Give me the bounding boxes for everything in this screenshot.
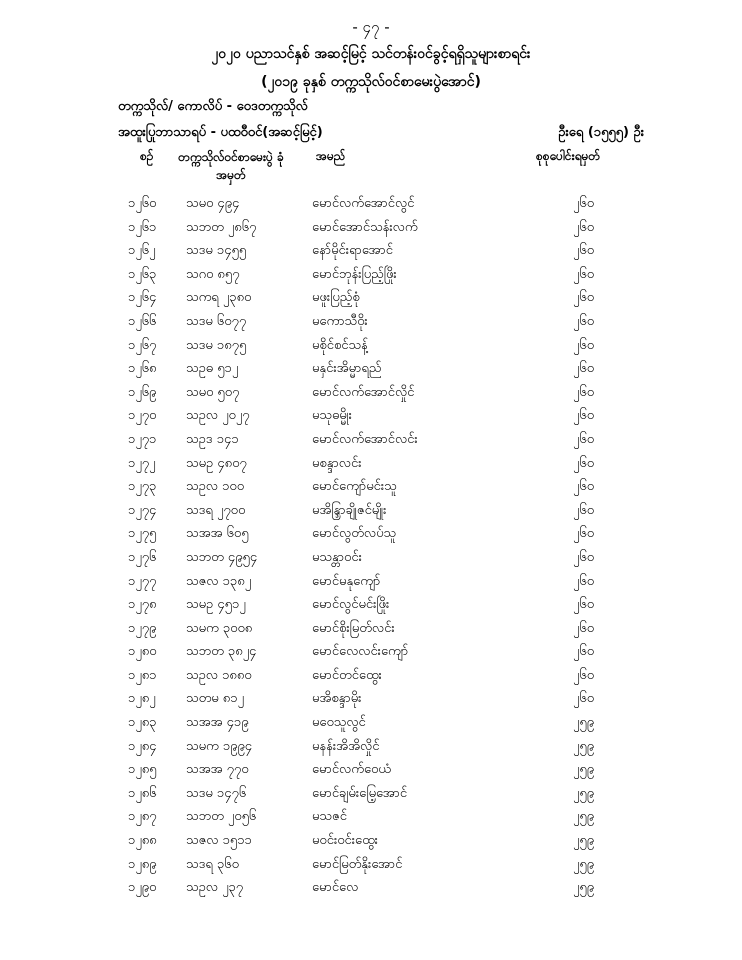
cell-mark: ၂၆၀ (573, 691, 595, 707)
table-row (0, 854, 742, 878)
cell-mark: ၂၆၀ (573, 243, 595, 259)
cell-reg: သဒရ ၂၇၀၀ (186, 502, 246, 518)
table-row (0, 476, 742, 500)
cell-reg: သမဝ ၅၀၇ (186, 384, 240, 400)
cell-no: ၁၂၆၂ (128, 243, 156, 259)
cell-name: မသုဓမ္မိုး (312, 408, 352, 424)
cell-reg: သအအ ၄၁၉ (186, 715, 249, 731)
cell-no: ၁၂၆၄ (128, 290, 157, 306)
cell-mark: ၂၆၀ (573, 597, 595, 613)
cell-reg: သဘတ ၃၈၂၄ (186, 644, 257, 660)
table-row (0, 523, 742, 547)
cell-mark: ၂၆၀ (573, 455, 595, 471)
cell-no: ၁၂၈၂ (128, 691, 156, 707)
table-row (0, 618, 742, 642)
table-row (0, 594, 742, 618)
table-row (0, 287, 742, 311)
cell-mark: ၂၆၀ (573, 408, 595, 424)
table-row (0, 405, 742, 429)
cell-reg: သအအ ၇၇၀ (186, 762, 249, 778)
cell-no: ၁၂၈၈ (128, 833, 157, 849)
table-row (0, 571, 742, 595)
column-header-name: အမည် (316, 149, 346, 163)
cell-no: ၁၂၇၁ (128, 431, 157, 447)
cell-mark: ၂၆၀ (573, 431, 595, 447)
table-row (0, 547, 742, 571)
table-row (0, 382, 742, 406)
cell-mark: ၂၅၉ (573, 738, 595, 754)
cell-no: ၁၂၇၀ (128, 408, 157, 424)
cell-reg: သဒမ ၆၀၇၇ (186, 313, 247, 329)
page-number: - ၄၇ - (352, 18, 390, 36)
cell-name: မောင်လက်အောင်လွင် (312, 196, 415, 211)
cell-name: မောင်လက်အောင်လင်း (312, 431, 418, 447)
cell-name: မောင်လေလင်းကျော် (312, 644, 409, 660)
table-row (0, 453, 742, 477)
cell-no: ၁၂၆၃ (128, 266, 157, 282)
cell-no: ၁၂၆၉ (128, 384, 157, 400)
cell-no: ၁၂၇၃ (128, 479, 157, 495)
cell-name: မောင်ကျော်မင်းသူ (312, 479, 397, 495)
cell-no: ၁၂၇၆ (128, 549, 157, 565)
cell-reg: သမဥ ၄၅၁၂ (186, 597, 246, 613)
cell-name: မသန္တာဝင်း (312, 549, 362, 565)
cell-no: ၁၂၇၇ (128, 573, 157, 589)
cell-reg: သကရ ၂၃၈၀ (186, 290, 252, 306)
table-row (0, 193, 742, 217)
cell-reg: သတမ ၈၁၂ (186, 691, 244, 707)
cell-mark: ၂၆၀ (573, 361, 595, 377)
cell-name: မစန္ဒာလင်း (312, 455, 362, 471)
cell-reg: သဥဓ ၅၁၂ (186, 361, 239, 377)
cell-reg: သဥလ ၁၈၈၀ (186, 667, 252, 683)
cell-mark: ၂၆၀ (573, 573, 595, 589)
cell-mark: ၂၅၉ (573, 715, 595, 731)
cell-name: မောင်လွင်မင်းဖြိုး (312, 597, 390, 613)
cell-reg: သဒမ ၁၄၇၆ (186, 785, 247, 801)
cell-mark: ၂၆၀ (573, 479, 595, 495)
cell-mark: ၂၆၀ (573, 337, 595, 353)
document-subtitle: (၂၀၁၉ ခုနှစ် တက္ကသိုလ်ဝင်စာမေးပွဲအောင်) (261, 74, 481, 90)
cell-mark: ၂၅၉ (573, 809, 595, 825)
table-row (0, 712, 742, 736)
cell-no: ၁၂၈၇ (128, 809, 157, 825)
column-header-mark: စုစုပေါင်းရမှတ် (536, 149, 601, 163)
cell-mark: ၂၆၀ (573, 290, 595, 306)
cell-mark: ၂၆၀ (573, 196, 595, 211)
cell-mark: ၂၅၉ (573, 856, 595, 872)
cell-name: မအိစန္ဒာမိုး (312, 691, 362, 707)
cell-name: မောင်လေ (312, 880, 359, 896)
cell-name: မောင်မနုကျော် (312, 573, 381, 589)
cell-no: ၁၂၈၃ (128, 715, 157, 731)
cell-name: မောင်လက်အောင်လှိုင် (312, 384, 415, 400)
table-row (0, 240, 742, 264)
cell-mark: ၂၆၀ (573, 549, 595, 565)
cell-no: ၁၂၉၀ (128, 880, 157, 896)
cell-reg: သဥလ ၂၀၂၇ (186, 408, 250, 424)
headcount-line: ဦးရေ (၁၅၅၅) ဦး (558, 125, 644, 140)
cell-no: ၁၂၇၄ (128, 502, 157, 518)
cell-mark: ၂၆၀ (573, 502, 595, 518)
cell-mark: ၂၅၉ (573, 785, 595, 801)
cell-no: ၁၂၇၅ (128, 526, 157, 542)
cell-no: ၁၂၇၈ (128, 597, 157, 613)
cell-reg: သမက ၁၉၉၄ (186, 738, 253, 754)
result-list (0, 193, 742, 901)
cell-reg: သဥလ ၁၀၀ (186, 479, 245, 495)
cell-mark: ၂၆၀ (573, 313, 595, 329)
table-row (0, 358, 742, 382)
table-row (0, 429, 742, 453)
cell-mark: ၂၆၀ (573, 266, 595, 282)
cell-reg: သအအ ၆၀၅ (186, 526, 249, 542)
cell-no: ၁၂၆၀ (128, 196, 157, 211)
university-line: တက္ကသိုလ်/ ကောလိပ် - ဝေဒတက္ကသိုလ် (118, 99, 308, 114)
cell-mark: ၂၆၀ (573, 384, 595, 400)
cell-reg: သမဝ ၄၉၄ (186, 196, 240, 211)
cell-name: မောင်ချမ်းမြေ့အောင် (312, 785, 408, 801)
cell-reg: သဂဝ ၈၅၇ (186, 266, 240, 282)
cell-name: မောင်မြတ်နိုးအောင် (312, 856, 403, 872)
cell-name: မောင်စိုးမြတ်လင်း (312, 620, 395, 636)
cell-no: ၁၂၆၁ (128, 219, 157, 235)
cell-reg: သဘတ ၄၉၅၄ (186, 549, 258, 565)
cell-mark: ၂၆၀ (573, 620, 595, 636)
cell-name: မနှင်းအိမ္မာရည် (312, 361, 382, 377)
cell-reg: သဒမ ၁၈၇၅ (186, 337, 247, 353)
cell-reg: သမဥ ၄၈၀၇ (186, 455, 247, 471)
cell-mark: ၂၆၀ (573, 644, 595, 660)
cell-no: ၁၂၇၉ (128, 620, 157, 636)
table-row (0, 830, 742, 854)
table-row (0, 311, 742, 335)
cell-reg: သဥလ ၂၃၇ (186, 880, 244, 896)
cell-name: မဝင်းဝင်းထွေး (312, 833, 378, 849)
cell-reg: သမက ၃၀၀၈ (186, 620, 253, 636)
cell-name: နော်မိုင်းရာအောင် (312, 243, 393, 259)
cell-no: ၁၂၆၈ (128, 361, 157, 377)
cell-no: ၁၂၈၆ (128, 785, 157, 801)
cell-no: ၁၂၆၇ (128, 337, 157, 353)
table-row (0, 783, 742, 807)
cell-reg: သဒရ ၃၆၀ (186, 856, 239, 872)
cell-name: မဝေသူလွင် (312, 715, 366, 731)
table-row (0, 806, 742, 830)
cell-reg: သဥဒ ၁၄၁ (186, 431, 239, 447)
cell-mark: ၂၆၀ (573, 526, 595, 542)
subject-line: အထူးပြုဘာသာရပ် - ပထဝီဝင်(အဆင့်မြင့်) (118, 125, 323, 140)
table-row (0, 335, 742, 359)
cell-no: ၁၂၇၂ (128, 455, 156, 471)
cell-mark: ၂၆၀ (573, 667, 595, 683)
cell-name: မနန်းအိအိလှိုင် (312, 738, 380, 754)
cell-name: မကောသီဝိုး (312, 313, 368, 329)
cell-no: ၁၂၈၉ (128, 856, 157, 872)
table-row (0, 759, 742, 783)
cell-no: ၁၂၈၄ (128, 738, 157, 754)
cell-name: မသဇင် (312, 809, 347, 825)
cell-mark: ၂၅၉ (573, 880, 595, 896)
cell-name: မောင်လက်ဝေယံ (312, 762, 391, 778)
cell-name: မဖူးပြည့်စုံ (312, 290, 360, 306)
cell-name: မစိုင်စင်သန့် (312, 337, 368, 353)
cell-mark: ၂၅၉ (573, 762, 595, 778)
cell-no: ၁၂၆၆ (128, 313, 157, 329)
cell-reg: သဇလ ၁၅၁၁ (186, 833, 252, 849)
document-title: ၂၀၂၀ ပညာသင်နှစ် အဆင့်မြင့် သင်တန်းဝင်ခွင့်ရရှိသူများစာရင်း (211, 46, 531, 62)
table-row (0, 500, 742, 524)
cell-name: မအိန္ဒြာချိုဇင်မျိုး (312, 502, 387, 518)
table-row (0, 264, 742, 288)
table-row (0, 641, 742, 665)
table-row (0, 736, 742, 760)
cell-mark: ၂၆၀ (573, 219, 595, 235)
cell-reg: သဒမ ၁၄၅၅ (186, 243, 247, 259)
cell-reg: သဘတ ၂၀၅၆ (186, 809, 257, 825)
table-row (0, 665, 742, 689)
table-row (0, 688, 742, 712)
column-header-reg: တက္ကသိုလ်ဝင်စာမေးပွဲ ခုံအမှတ် (178, 150, 284, 182)
cell-reg: သဘတ ၂၈၆၇ (186, 219, 257, 235)
cell-name: မောင်ဘုန်းပြည့်ဖြိုး (312, 266, 397, 282)
cell-name: မောင်တင်ထွေး (312, 667, 382, 683)
cell-name: မောင်လွတ်လပ်သူ (312, 526, 397, 542)
table-row (0, 217, 742, 241)
cell-no: ၁၂၈၅ (128, 762, 157, 778)
cell-no: ၁၂၈၁ (128, 667, 157, 683)
column-header-no: စဉ် (140, 149, 154, 163)
cell-name: မောင်အောင်သန်းလက် (312, 219, 418, 235)
cell-reg: သဇလ ၁၃၈၂ (186, 573, 252, 589)
cell-mark: ၂၅၉ (573, 833, 595, 849)
cell-no: ၁၂၈၀ (128, 644, 157, 660)
table-row (0, 877, 742, 901)
